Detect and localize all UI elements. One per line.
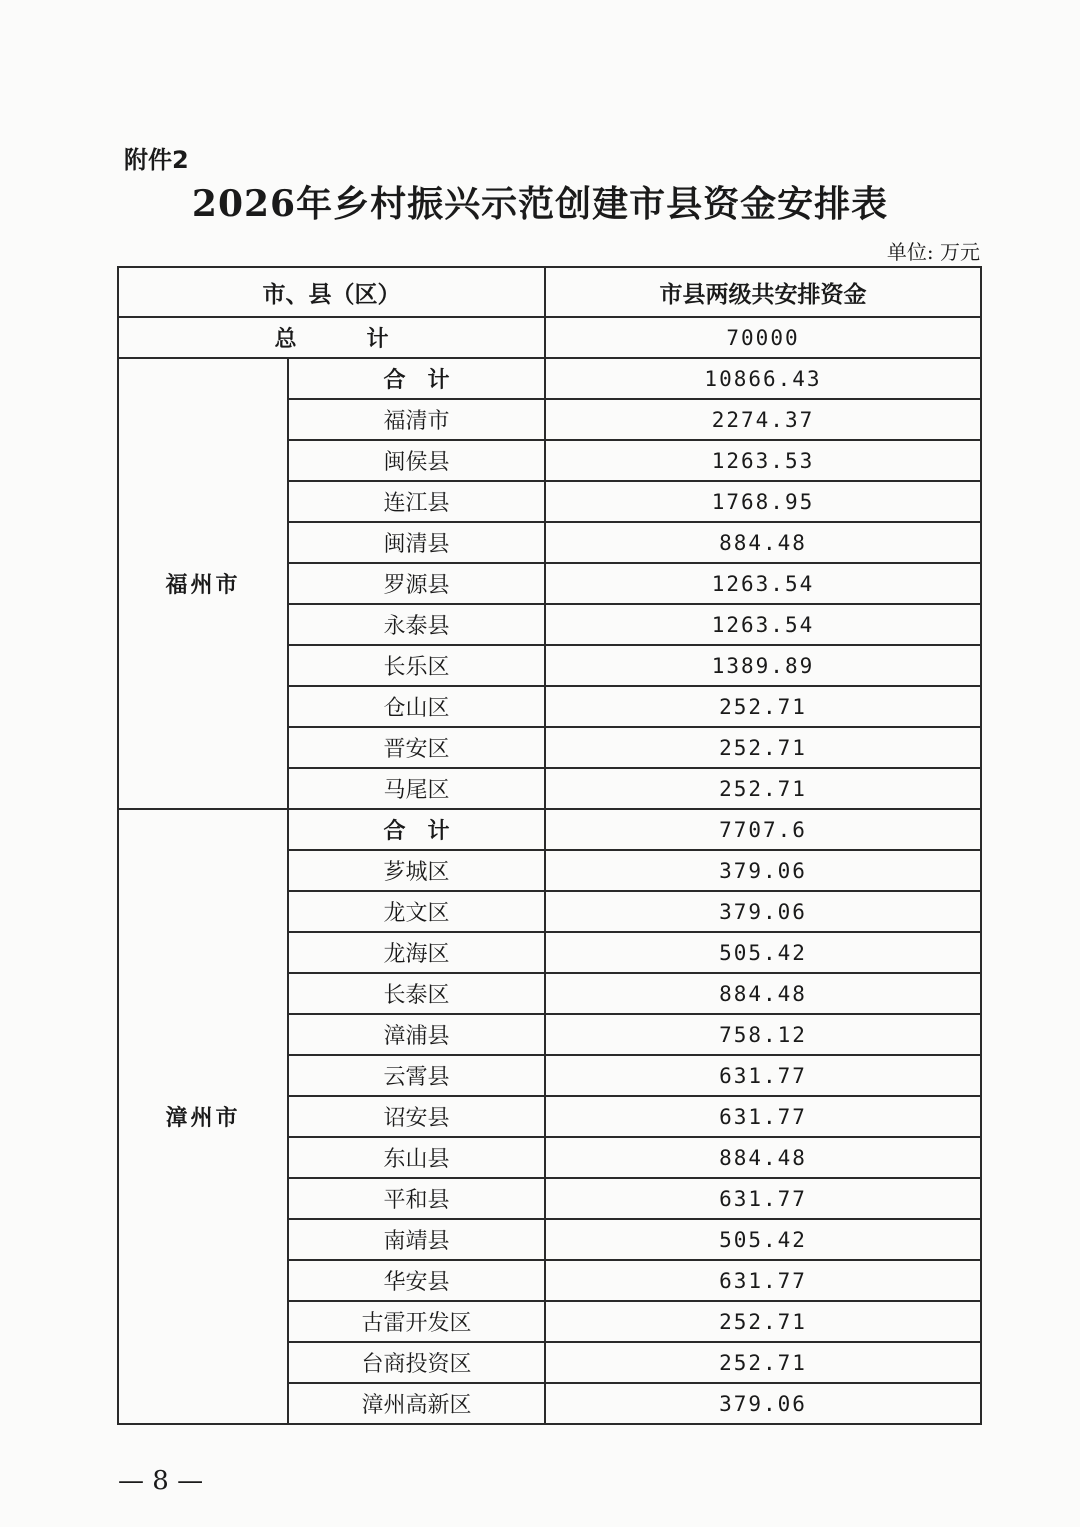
county-name: 闽清县 <box>288 522 545 563</box>
fund-value: 631.77 <box>545 1055 981 1096</box>
fund-value: 252.71 <box>545 768 981 809</box>
county-name: 罗源县 <box>288 563 545 604</box>
county-name: 台商投资区 <box>288 1342 545 1383</box>
fund-value: 884.48 <box>545 973 981 1014</box>
city-name: 漳州市 <box>118 809 288 1424</box>
county-name: 东山县 <box>288 1137 545 1178</box>
fund-value: 505.42 <box>545 1219 981 1260</box>
subtotal-label: 合 计 <box>288 358 545 399</box>
county-name: 福清市 <box>288 399 545 440</box>
fund-value: 2274.37 <box>545 399 981 440</box>
county-name: 芗城区 <box>288 850 545 891</box>
county-name: 南靖县 <box>288 1219 545 1260</box>
fund-value: 505.42 <box>545 932 981 973</box>
fund-value: 10866.43 <box>545 358 981 399</box>
fund-value: 631.77 <box>545 1260 981 1301</box>
county-name: 龙文区 <box>288 891 545 932</box>
total-value: 70000 <box>545 317 981 358</box>
fund-value: 252.71 <box>545 686 981 727</box>
fund-value: 252.71 <box>545 1342 981 1383</box>
page-number: — 8 — <box>118 1466 204 1496</box>
fund-value: 631.77 <box>545 1178 981 1219</box>
fund-value: 1263.54 <box>545 563 981 604</box>
county-name: 马尾区 <box>288 768 545 809</box>
total-row <box>118 317 981 358</box>
fund-table <box>117 266 982 1425</box>
county-name: 长泰区 <box>288 973 545 1014</box>
city-subtotal-row <box>118 358 981 399</box>
county-name: 龙海区 <box>288 932 545 973</box>
fund-value: 884.48 <box>545 522 981 563</box>
table-header-row <box>118 267 981 317</box>
county-name: 长乐区 <box>288 645 545 686</box>
total-label: 总 计 <box>118 317 545 358</box>
fund-value: 758.12 <box>545 1014 981 1055</box>
county-name: 平和县 <box>288 1178 545 1219</box>
header-region: 市、县（区） <box>118 267 545 317</box>
city-subtotal-row <box>118 809 981 850</box>
county-name: 仓山区 <box>288 686 545 727</box>
county-name: 连江县 <box>288 481 545 522</box>
county-name: 云霄县 <box>288 1055 545 1096</box>
fund-value: 1768.95 <box>545 481 981 522</box>
county-name: 漳浦县 <box>288 1014 545 1055</box>
county-name: 诏安县 <box>288 1096 545 1137</box>
county-name: 闽侯县 <box>288 440 545 481</box>
city-name: 福州市 <box>118 358 288 809</box>
fund-value: 884.48 <box>545 1137 981 1178</box>
county-name: 晋安区 <box>288 727 545 768</box>
attachment-label: 附件2 <box>124 146 189 174</box>
county-name: 漳州高新区 <box>288 1383 545 1424</box>
fund-value: 379.06 <box>545 1383 981 1424</box>
document-title: 2026年乡村振兴示范创建市县资金安排表 <box>191 183 889 225</box>
fund-value: 252.71 <box>545 727 981 768</box>
unit-label: 单位: 万元 <box>886 240 980 264</box>
fund-value: 631.77 <box>545 1096 981 1137</box>
fund-value: 1263.54 <box>545 604 981 645</box>
county-name: 永泰县 <box>288 604 545 645</box>
fund-value: 252.71 <box>545 1301 981 1342</box>
fund-value: 379.06 <box>545 891 981 932</box>
county-name: 古雷开发区 <box>288 1301 545 1342</box>
fund-value: 7707.6 <box>545 809 981 850</box>
county-name: 华安县 <box>288 1260 545 1301</box>
fund-value: 1389.89 <box>545 645 981 686</box>
header-fund: 市县两级共安排资金 <box>545 267 981 317</box>
fund-value: 1263.53 <box>545 440 981 481</box>
fund-value: 379.06 <box>545 850 981 891</box>
subtotal-label: 合 计 <box>288 809 545 850</box>
